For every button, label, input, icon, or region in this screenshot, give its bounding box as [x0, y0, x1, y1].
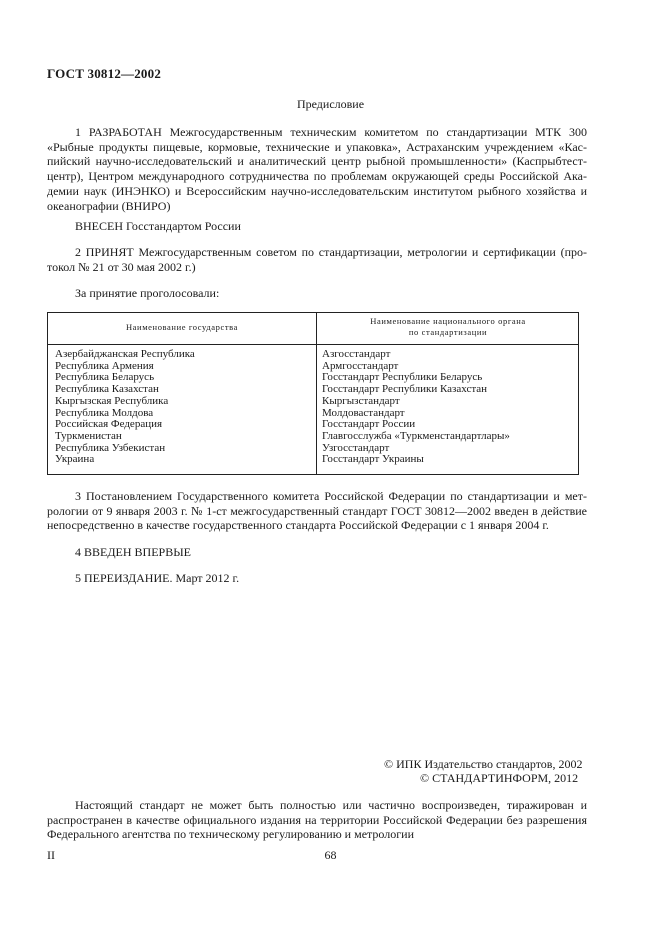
voted-line: За принятие проголосовали: [75, 286, 220, 300]
table-cell-state: Туркменистан [55, 429, 122, 442]
text-line: 3 Постановлением Государственного комитета Российской Федерации по стандартизации и мет- [75, 489, 587, 503]
text-line: «Рыбные продукты пищевые, кормовые, технические и упаковка», Астраханским учреждением «Кас- [47, 139, 587, 154]
text-line: 2 ПРИНЯТ Межгосударственным советом по стандартизации, метрологии и сертификации (про- [75, 245, 587, 259]
bodies-column [322, 349, 510, 466]
table-cell-body: Армгосстандарт [322, 359, 399, 372]
states-column [55, 349, 195, 466]
text-line: океанографии (ВНИРО) [47, 198, 171, 213]
table-cell-body: Госстандарт Украины [322, 453, 424, 466]
text-line: непосредственно в качестве государственного стандарта Российской Федерации с 1 января 2004 г. [47, 518, 549, 533]
table-cell-state: Азербайджанская Республика [55, 348, 195, 360]
introduced-line: ВНЕСЕН Госстандартом России [75, 219, 241, 233]
copyright-line-2: © СТАНДАРТИНФОРМ, 2012 [420, 771, 579, 785]
table-cell-state: Российская Федерация [55, 418, 163, 431]
text-line: демии наук (ИНЭНКО) и Всероссийским научно-исследовательским институтом рыбного хозяйства и [47, 183, 587, 198]
header-line: Наименование национального органа [370, 316, 526, 326]
table-cell-body: Азгосстандарт [322, 348, 391, 360]
text-line: рологии от 9 января 2003 г. № 1-ст межгосударственный стандарт ГОСТ 30812—2002 введен в действие [47, 503, 587, 518]
table-cell-state: Республика Казахстан [55, 383, 159, 396]
item3-paragraph [47, 489, 587, 533]
table-cell-state: Республика Молдова [55, 406, 154, 419]
page-title: Предисловие [296, 97, 365, 111]
text-line: пийский научно-исследовательский и аналитический центр рыбной промышленности» (Каспрыбтест- [47, 154, 587, 169]
copyright-line-1: © ИПК Издательство стандартов, 2002 [384, 757, 583, 771]
table-cell-state: Украина [55, 453, 95, 466]
roman-page-number: II [47, 848, 55, 862]
table-cell-body: Узгосстандарт [322, 441, 390, 454]
text-line: 1 РАЗРАБОТАН Межгосударственным техническим комитетом по стандартизации МТК 300 [75, 125, 587, 139]
table-cell-body: Госстандарт Республики Казахстан [322, 383, 488, 396]
table-cell-body: Госстандарт России [322, 418, 416, 431]
item4-line: 4 ВВЕДЕН ВПЕРВЫЕ [75, 545, 191, 559]
item2-paragraph [47, 245, 587, 274]
text-line: Настоящий стандарт не может быть полностью или частично воспроизведен, тиражирован и [75, 798, 587, 812]
item5-line: 5 ПЕРЕИЗДАНИЕ. Март 2012 г. [75, 571, 240, 585]
table-cell-state: Республика Беларусь [55, 371, 155, 384]
document-code: ГОСТ 30812—2002 [47, 66, 162, 81]
table-cell-state: Республика Армения [55, 359, 154, 372]
table-header-state: Наименование государства [125, 322, 239, 332]
page-number: 68 [324, 848, 337, 862]
text-line: центр), Центром международного сотрудничества по проблемам окружающей среды Российской Ака- [47, 169, 587, 184]
table-cell-state: Кыргызская Республика [55, 394, 169, 407]
states-table [47, 312, 579, 475]
table-header-body [317, 316, 579, 338]
table-cell-state: Республика Узбекистан [55, 441, 166, 454]
item1-paragraph [47, 125, 587, 213]
table-header-rule [48, 344, 578, 345]
table-cell-body: Главгосслужба «Туркменстандартлары» [322, 429, 510, 442]
text-line: распространен в качестве официального издания на территории Российской Федерации без разрешения [47, 812, 587, 827]
table-cell-body: Кыргызстандарт [322, 394, 400, 407]
table-cell-body: Молдовастандарт [322, 406, 405, 419]
copyright-notice [47, 798, 587, 842]
text-line: токол № 21 от 30 мая 2002 г.) [47, 259, 196, 274]
table-cell-body: Госстандарт Республики Беларусь [322, 371, 483, 384]
text-line: Федерального агентства по техническому регулированию и метрологии [47, 827, 415, 842]
header-line: по стандартизации [408, 327, 488, 337]
